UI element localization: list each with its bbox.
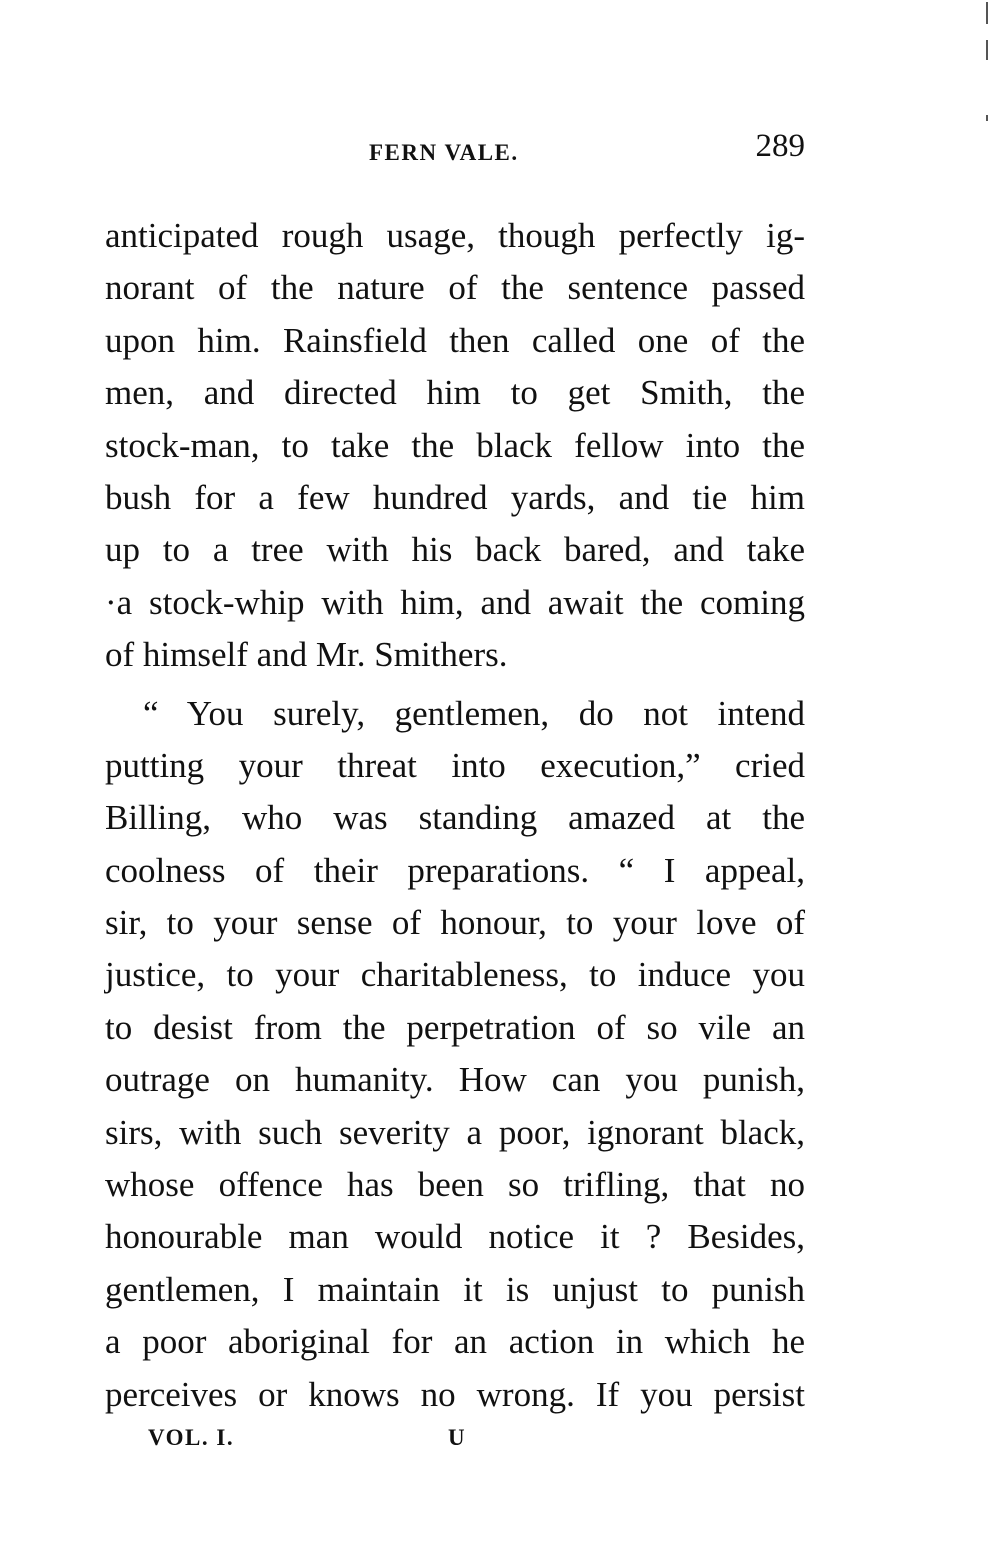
gathering-signature: U (448, 1425, 467, 1450)
text-line: outrage on humanity. How can you punish, (105, 1060, 805, 1100)
text-line: perceives or knows no wrong. If you persist (105, 1374, 805, 1414)
text-line: upon him. Rainsfield then called one of the (105, 320, 805, 360)
text-line: norant of the nature of the sentence passed (105, 268, 805, 308)
scan-edge-mark (986, 40, 988, 60)
text-line: to desist from the perpetration of so vile an (105, 1007, 805, 1047)
text-line: sirs, with such severity a poor, ignorant black, (105, 1112, 805, 1152)
text-line: gentlemen, I maintain it is unjust to punish (105, 1269, 805, 1309)
text-line: ·a stock-whip with him, and await the coming (105, 582, 805, 622)
text-line: bush for a few hundred yards, and tie him (105, 477, 805, 517)
running-title: FERN VALE. (369, 140, 519, 165)
scan-edge-mark (986, 2, 988, 24)
text-line: anticipated rough usage, though perfectly ig- (105, 216, 805, 255)
text-line: of himself and Mr. Smithers. (105, 635, 508, 675)
text-line: “ You surely, gentlemen, do not intend (143, 693, 805, 733)
page-footer (148, 1425, 548, 1465)
text-line: a poor aboriginal for an action in which he (105, 1322, 805, 1362)
text-line: sir, to your sense of honour, to your love of (105, 903, 805, 943)
scan-edge-mark (986, 115, 988, 121)
text-line: Billing, who was standing amazed at the (105, 798, 805, 838)
page-number: 289 (755, 128, 805, 164)
volume-signature: VOL. I. (148, 1425, 235, 1450)
text-line: honourable man would notice it ? Besides, (105, 1217, 805, 1257)
paragraph (105, 210, 805, 682)
text-line: putting your threat into execution,” cried (105, 745, 805, 785)
text-line: justice, to your charitableness, to induce you (105, 955, 805, 995)
text-line: up to a tree with his back bared, and take (105, 530, 805, 570)
text-line: whose offence has been so trifling, that no (105, 1165, 805, 1205)
text-line: coolness of their preparations. “ I appeal, (105, 850, 805, 890)
page-header (105, 128, 805, 178)
text-line: men, and directed him to get Smith, the (105, 373, 805, 413)
paragraph (105, 688, 805, 1421)
body-text (105, 210, 805, 1421)
text-line: stock-man, to take the black fellow into the (105, 425, 805, 465)
